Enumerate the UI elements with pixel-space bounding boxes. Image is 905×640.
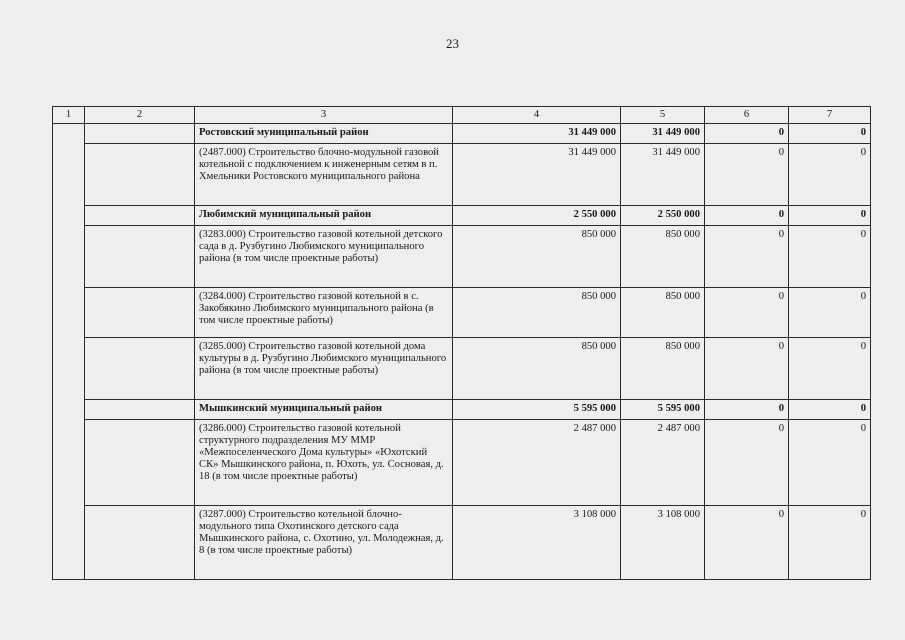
value-col4: 2 487 000 [453,420,621,506]
header-row [53,107,871,124]
table-row [53,338,871,400]
value-col5: 31 449 000 [621,124,705,144]
header-cell: 4 [453,107,621,124]
value-col6: 0 [705,288,789,338]
code-cell [85,226,195,288]
header-cell: 2 [85,107,195,124]
value-col4: 2 550 000 [453,206,621,226]
item-name: (3285.000) Строительство газовой котельной дома культуры в д. Рузбугино Любимского муниципального района (в том числе проектные работы) [195,338,453,400]
code-cell [85,124,195,144]
value-col7: 0 [789,400,871,420]
value-col6: 0 [705,400,789,420]
header-cell: 7 [789,107,871,124]
item-name: (3287.000) Строительство котельной блочно-модульного типа Охотинского детского сада Мышкинского района, с. Охотино, ул. Молодежная, д. 8 (в том числе проектные работы) [195,506,453,580]
value-col4: 850 000 [453,338,621,400]
table-row [53,420,871,506]
value-col5: 31 449 000 [621,144,705,206]
value-col5: 850 000 [621,338,705,400]
value-col6: 0 [705,226,789,288]
value-col6: 0 [705,420,789,506]
table-row [53,226,871,288]
page-number: 23 [446,36,459,51]
value-col4: 31 449 000 [453,144,621,206]
value-col5: 850 000 [621,226,705,288]
code-cell [85,506,195,580]
district-name: Мышкинский муниципальный район [195,400,453,420]
district-row [53,206,871,226]
value-col6: 0 [705,338,789,400]
value-col5: 5 595 000 [621,400,705,420]
table-body [53,107,871,580]
district-name: Ростовский муниципальный район [195,124,453,144]
value-col7: 0 [789,226,871,288]
value-col7: 0 [789,338,871,400]
value-col5: 2 550 000 [621,206,705,226]
value-col7: 0 [789,206,871,226]
table-row [53,506,871,580]
code-cell [85,288,195,338]
value-col7: 0 [789,124,871,144]
header-cell: 1 [53,107,85,124]
code-cell [85,338,195,400]
item-name: (3284.000) Строительство газовой котельной в с. Закобякино Любимского муниципального района (в том числе проектные работы) [195,288,453,338]
value-col4: 5 595 000 [453,400,621,420]
table-row [53,288,871,338]
code-cell [85,420,195,506]
value-col5: 3 108 000 [621,506,705,580]
header-cell: 3 [195,107,453,124]
value-col6: 0 [705,206,789,226]
code-cell [85,206,195,226]
value-col4: 3 108 000 [453,506,621,580]
value-col7: 0 [789,420,871,506]
value-col7: 0 [789,144,871,206]
value-col5: 850 000 [621,288,705,338]
item-name: (3283.000) Строительство газовой котельной детского сада в д. Рузбугино Любимского муниципального района (в том числе проектные работы) [195,226,453,288]
district-row [53,400,871,420]
district-row [53,124,871,144]
value-col4: 850 000 [453,288,621,338]
value-col6: 0 [705,144,789,206]
code-cell [85,144,195,206]
item-name: (2487.000) Строительство блочно-модульной газовой котельной с подключением к инженерным сетям в п. Хмельники Ростовского муниципального района [195,144,453,206]
budget-table [52,106,871,580]
code-cell [85,400,195,420]
header-cell: 5 [621,107,705,124]
value-col6: 0 [705,506,789,580]
value-col5: 2 487 000 [621,420,705,506]
value-col4: 31 449 000 [453,124,621,144]
table-row [53,144,871,206]
section-index-cell [53,124,85,580]
item-name: (3286.000) Строительство газовой котельной структурного подразделения МУ ММР «Межпоселенческого Дома культуры» «Юхотский СК» Мышкинского района, п. Юхоть, ул. Сосновая, д. 18 (в том числе проектные работы) [195,420,453,506]
district-name: Любимский муниципальный район [195,206,453,226]
value-col6: 0 [705,124,789,144]
header-cell: 6 [705,107,789,124]
value-col7: 0 [789,288,871,338]
value-col4: 850 000 [453,226,621,288]
value-col7: 0 [789,506,871,580]
